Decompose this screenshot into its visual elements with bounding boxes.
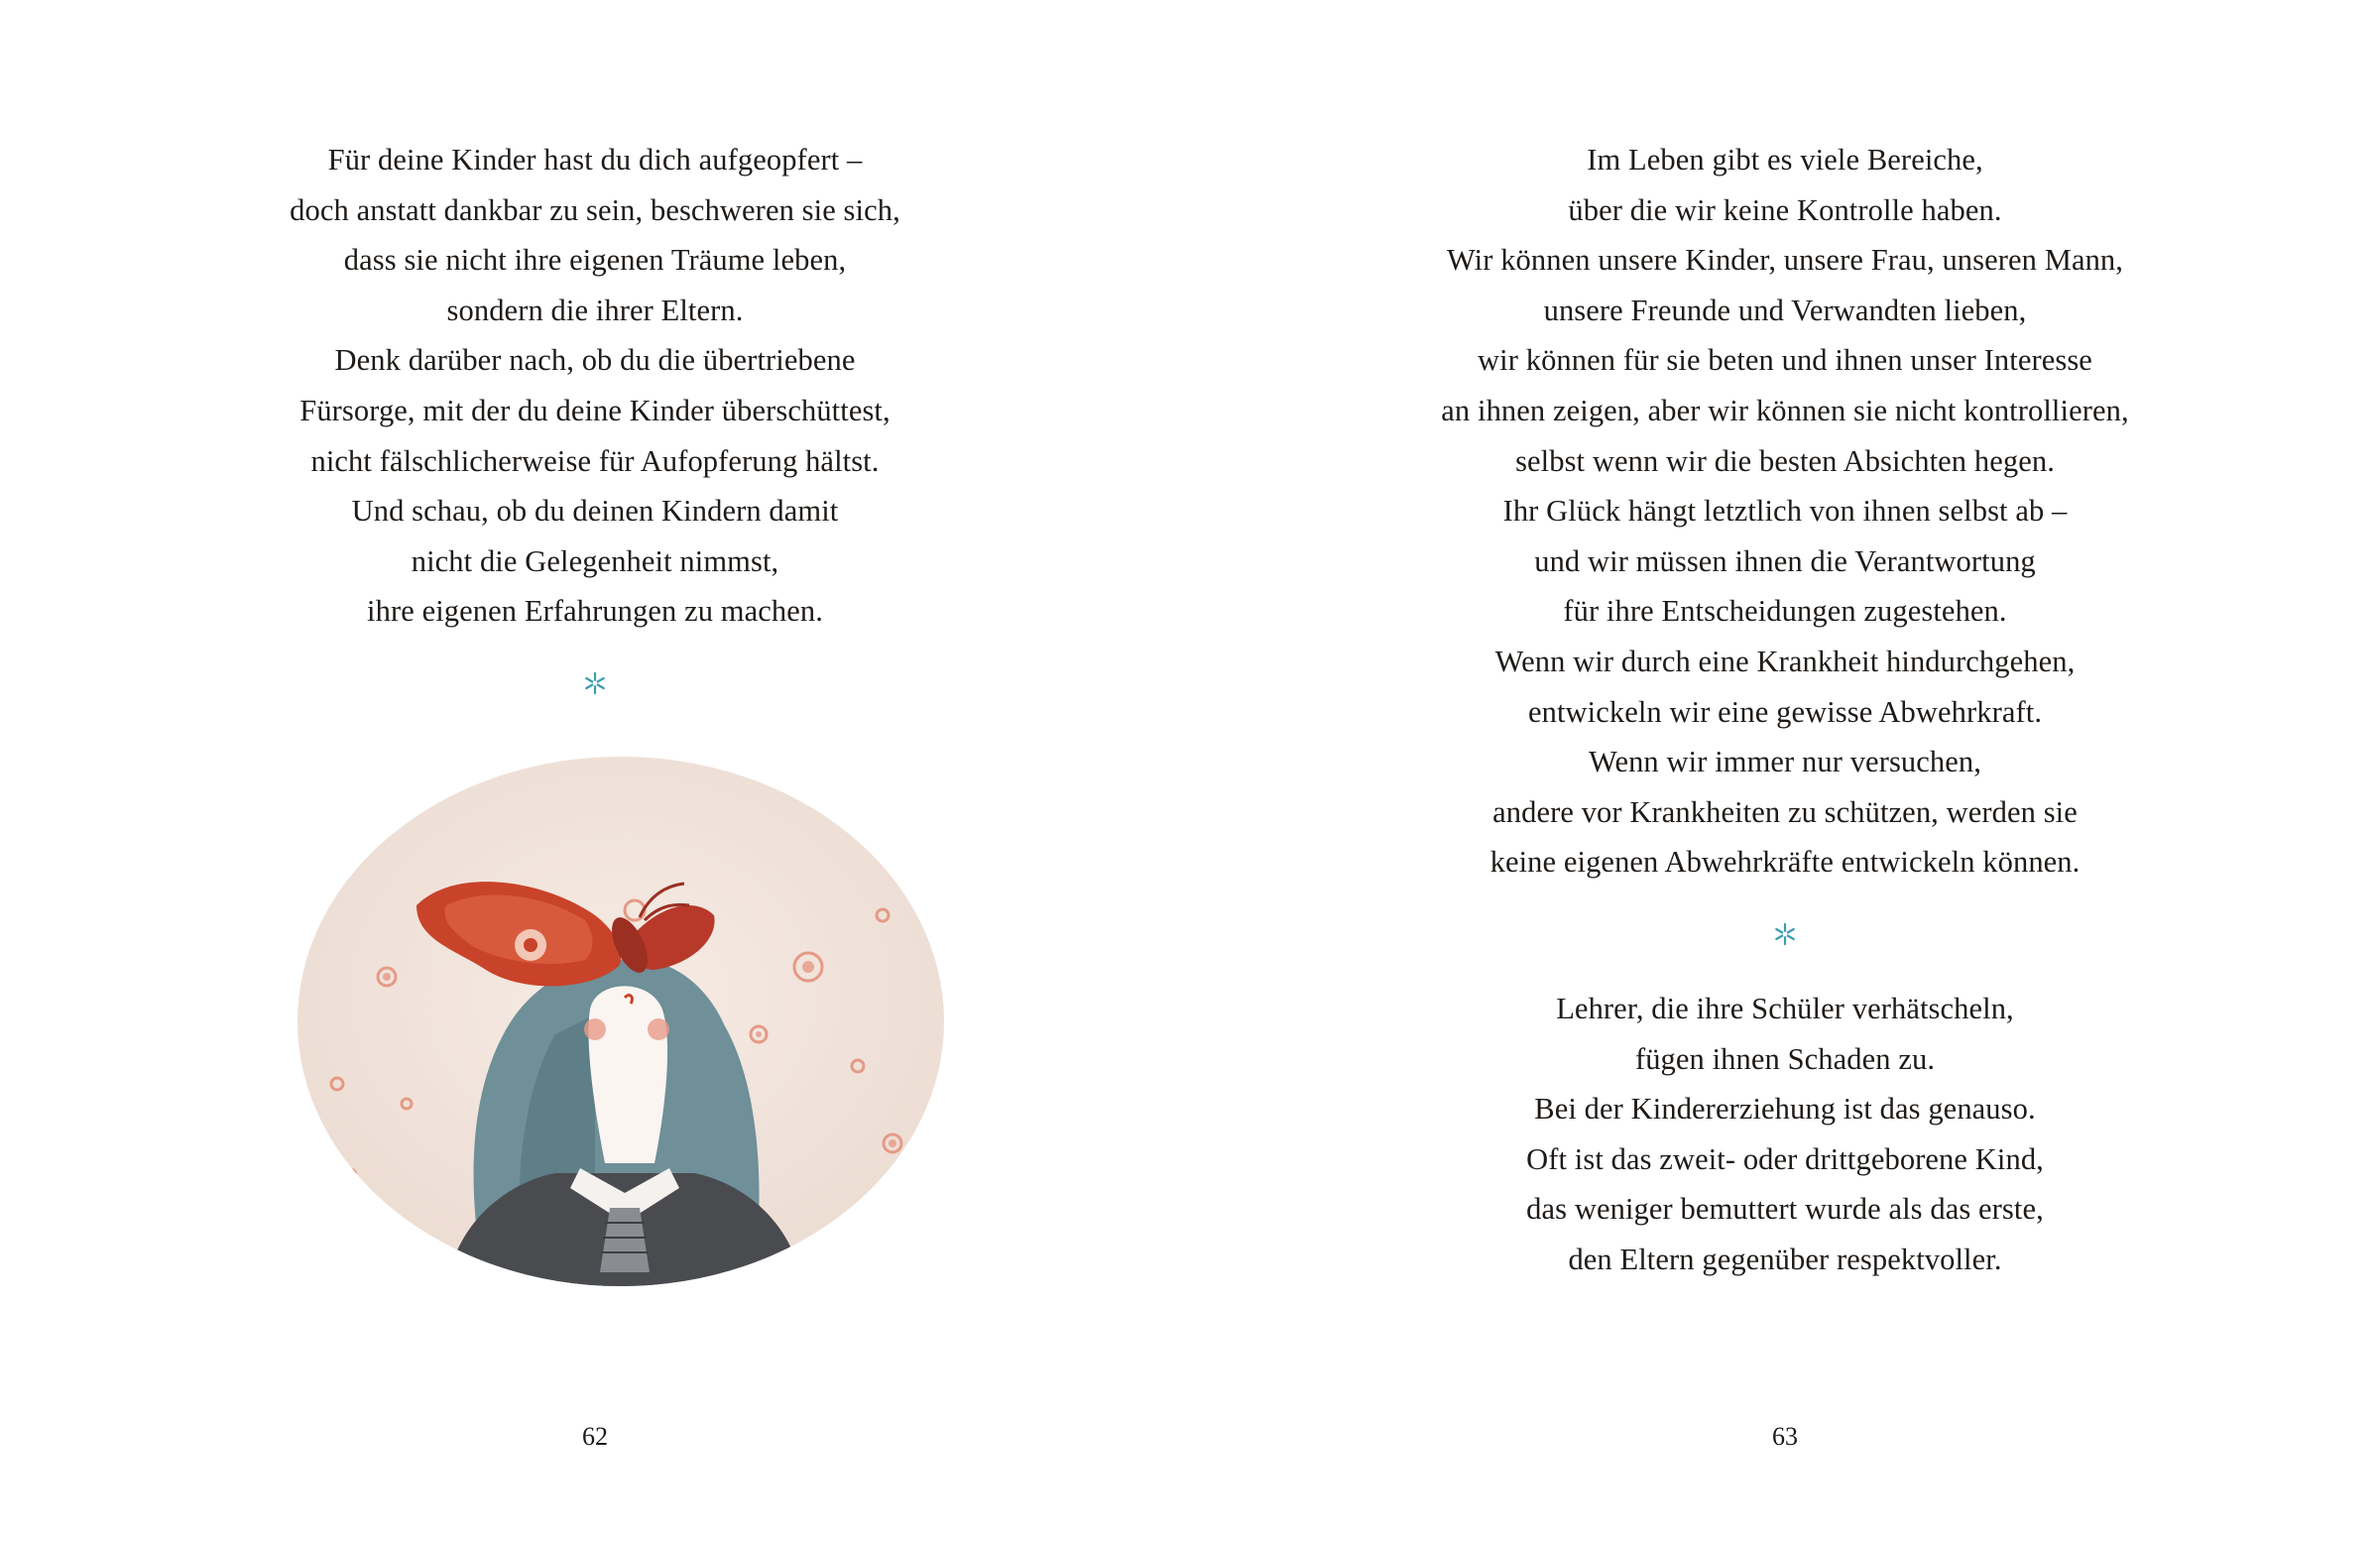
text-line: selbst wenn wir die besten Absichten hegen. (1515, 443, 2055, 478)
asterisk-ornament-icon (583, 671, 607, 695)
text-line: über die wir keine Kontrolle haben. (1568, 192, 2002, 227)
text-line: den Eltern gegenüber respektvoller. (1568, 1242, 2002, 1276)
text-line: andere vor Krankheiten zu schützen, werden sie (1492, 794, 2078, 829)
text-line: dass sie nicht ihre eigenen Träume leben, (343, 243, 847, 278)
text-line: wir können für sie beten und ihnen unser Interesse (1478, 343, 2092, 378)
text-line: Denk darüber nach, ob du die übertriebene (334, 343, 856, 378)
text-line: Und schau, ob du deinen Kindern damit (351, 494, 839, 529)
text-line: fügen ihnen Schaden zu. (1634, 1041, 1936, 1076)
text-line: keine eigenen Abwehrkräfte entwickeln können. (1489, 845, 2081, 880)
text-line: doch anstatt dankbar zu sein, beschweren sie sich, (290, 192, 900, 227)
right-paragraph-1 (1190, 135, 2380, 888)
right-page (1190, 0, 2380, 1544)
text-line: Lehrer, die ihre Schüler verhätscheln, (1556, 992, 2014, 1025)
text-line: unsere Freunde und Verwandten lieben, (1543, 293, 2027, 327)
text-line: Fürsorge, mit der du deine Kinder überschüttest, (299, 393, 891, 427)
text-line: für ihre Entscheidungen zugestehen. (1563, 594, 2007, 629)
text-line: Oft ist das zweit- oder drittgeborene Kind, (1526, 1141, 2044, 1176)
text-line: nicht fälschlicherweise für Aufopferung hältst. (310, 443, 880, 478)
right-paragraph-2 (1190, 984, 2380, 1285)
text-line: Wenn wir durch eine Krankheit hindurchgehen, (1494, 644, 2076, 678)
text-line: entwickeln wir eine gewisse Abwehrkraft. (1527, 694, 2043, 729)
text-line: Für deine Kinder hast du dich aufgeopfert – (327, 143, 863, 177)
text-line: Bei der Kindererziehung ist das genauso. (1534, 1092, 2036, 1127)
text-line: ihre eigenen Erfahrungen zu machen. (367, 594, 823, 629)
text-line: an ihnen zeigen, aber wir können sie nicht kontrollieren, (1441, 393, 2129, 427)
text-line: Im Leben gibt es viele Bereiche, (1587, 143, 1983, 177)
text-line: nicht die Gelegenheit nimmst, (411, 543, 779, 578)
text-line: sondern die ihrer Eltern. (446, 293, 744, 327)
text-line: Wir können unsere Kinder, unsere Frau, unseren Mann, (1446, 243, 2124, 278)
moth-and-girl-illustration (298, 757, 944, 1287)
asterisk-ornament-icon (1773, 922, 1797, 946)
page-number-right: 63 (1772, 1422, 1798, 1451)
text-line: das weniger bemuttert wurde als das erste, (1526, 1192, 2044, 1227)
text-line: Ihr Glück hängt letztlich von ihnen selbst ab – (1502, 494, 2068, 529)
left-paragraph-1 (0, 135, 1190, 637)
text-line: Wenn wir immer nur versuchen, (1589, 745, 1981, 779)
text-line: und wir müssen ihnen die Verantwortung (1534, 543, 2036, 578)
page-number-left: 62 (582, 1422, 608, 1451)
